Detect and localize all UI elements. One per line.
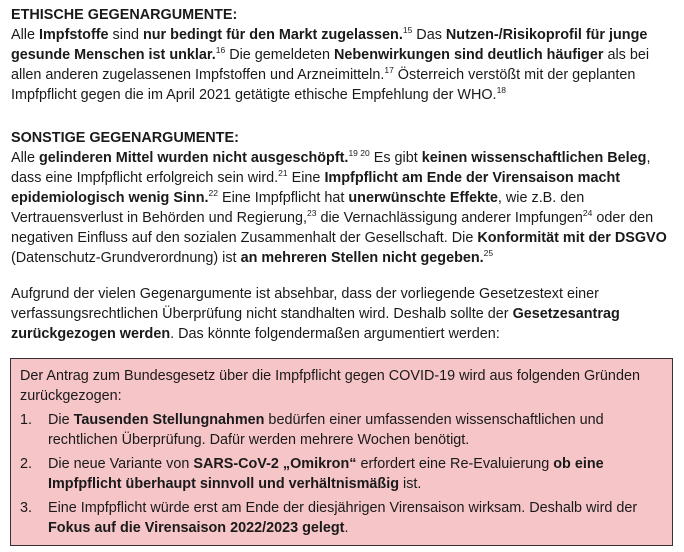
- footnote-ref: 19 20: [348, 148, 370, 159]
- conclusion-section: [11, 284, 673, 344]
- bold-text: nur bedingt für den Markt zugelassen.: [142, 27, 403, 43]
- list-number: 2.: [20, 456, 33, 472]
- motion-intro: Der Antrag zum Bundesgesetz über die Impfpflicht gegen COVID-19 wird aus folgenden Gründen zurückgezogen:: [20, 368, 640, 404]
- bold-text: Fokus auf die Virensaison 2022/2023 gelegt: [48, 520, 345, 536]
- text: Österreich verstößt mit der geplanten Impfpflicht gegen die im April 2021 getätigte ethische Empfehlung der WHO.: [11, 67, 636, 103]
- text: .: [344, 520, 349, 536]
- text: sind: [108, 27, 143, 43]
- footnote-ref: 24: [582, 208, 593, 219]
- bold-text: SARS-CoV-2 „Omikron“: [193, 456, 357, 472]
- text: . Das könnte folgendermaßen argumentiert werden:: [170, 326, 500, 342]
- list-item-text: [48, 454, 666, 494]
- ethical-counterarguments-section: [11, 5, 673, 105]
- bold-text: Tausenden Stellungnahmen: [73, 412, 265, 428]
- text: (Datenschutz-Grundverordnung) ist: [11, 250, 241, 266]
- list-item: [20, 454, 666, 494]
- text: Alle: [11, 150, 39, 166]
- text: , wie z.B. den Vertrauensverlust in Behörden und Regierung,: [11, 190, 585, 226]
- bold-text: Nutzen-/Risikoprofil für junge gesunde Menschen ist unklar.: [11, 27, 648, 63]
- footnote-ref: 15: [402, 25, 413, 36]
- ethical-heading: ETHISCHE GEGENARGUMENTE:: [11, 7, 238, 23]
- text: Eine Impfpflicht würde erst am Ende der diesjährigen Virensaison wirksam. Deshalb wird der: [48, 500, 638, 516]
- text: die Vernachlässigung anderer Impfungen: [316, 210, 583, 226]
- text: oder den negativen Einfluss auf den sozialen Zusammenhalt der Gesellschaft. Die: [11, 210, 654, 246]
- bold-text: Impfstoffe: [39, 27, 109, 43]
- text: bedürfen einer umfassenden wissenschaftlichen und rechtlichen Überprüfung. Dafür werden mehrere Wochen benötigt.: [48, 412, 604, 448]
- bold-text: Nebenwirkungen sind deutlich häufiger: [334, 47, 604, 63]
- withdrawal-motion-box: [10, 358, 673, 546]
- text: Die neue Variante von: [48, 456, 194, 472]
- footnote-ref: 17: [384, 65, 394, 76]
- text: als bei allen anderen zugelassenen Impfstoffen und Arzneimitteln.: [11, 47, 650, 83]
- footnote-ref: 18: [496, 85, 507, 96]
- text: Eine: [287, 170, 325, 186]
- bold-text: Impfpflicht am Ende der Virensaison macht epidemiologisch wenig Sinn.: [11, 170, 621, 206]
- bold-text: Gesetzesantrag zurückgezogen werden: [11, 306, 620, 342]
- text: Es gibt: [369, 150, 422, 166]
- text: , dass eine Impfpflicht erfolgreich sein wird.: [11, 150, 651, 186]
- bold-text: Konformität mit der DSGVO: [477, 230, 667, 246]
- other-heading: SONSTIGE GEGENARGUMENTE:: [11, 130, 239, 146]
- text: Das: [412, 27, 446, 43]
- text: Die gemeldeten: [225, 47, 334, 63]
- bold-text: keinen wissenschaftlichen Beleg: [421, 150, 647, 166]
- footnote-ref: 25: [483, 248, 494, 259]
- ethical-paragraph: [11, 25, 673, 105]
- list-number: 1.: [20, 412, 33, 428]
- footnote-ref: 16: [215, 45, 226, 56]
- footnote-ref: 23: [307, 208, 317, 219]
- list-number: 3.: [20, 500, 33, 516]
- text: Alle: [11, 27, 39, 43]
- text: Aufgrund der vielen Gegenargumente ist absehbar, dass der vorliegende Gesetzestext einer verfassungsrechtlichen Überprüfung nicht standhalten wird. Deshalb sollte der: [11, 286, 599, 322]
- text: erfordert eine Re-Evaluierung: [356, 456, 554, 472]
- list-item-text: [48, 410, 666, 450]
- conclusion-paragraph: [11, 284, 673, 344]
- text: ist.: [399, 476, 422, 492]
- list-item: [20, 498, 666, 538]
- bold-text: gelinderen Mittel wurden nicht ausgeschöpft.: [39, 150, 349, 166]
- bold-text: an mehreren Stellen nicht gegeben.: [240, 250, 484, 266]
- bold-text: unerwünschte Effekte: [348, 190, 498, 206]
- list-item-text: [48, 498, 666, 538]
- bold-text: ob eine Impfpflicht überhaupt sinnvoll und verhältnismäßig: [48, 456, 604, 492]
- footnote-ref: 22: [208, 188, 218, 199]
- list-item: [20, 410, 666, 450]
- footnote-ref: 21: [278, 168, 288, 179]
- other-counterarguments-section: [11, 128, 673, 268]
- reasons-list: [20, 410, 666, 538]
- text: Die: [48, 412, 74, 428]
- other-paragraph: [11, 148, 673, 268]
- text: Eine Impfpflicht hat: [217, 190, 349, 206]
